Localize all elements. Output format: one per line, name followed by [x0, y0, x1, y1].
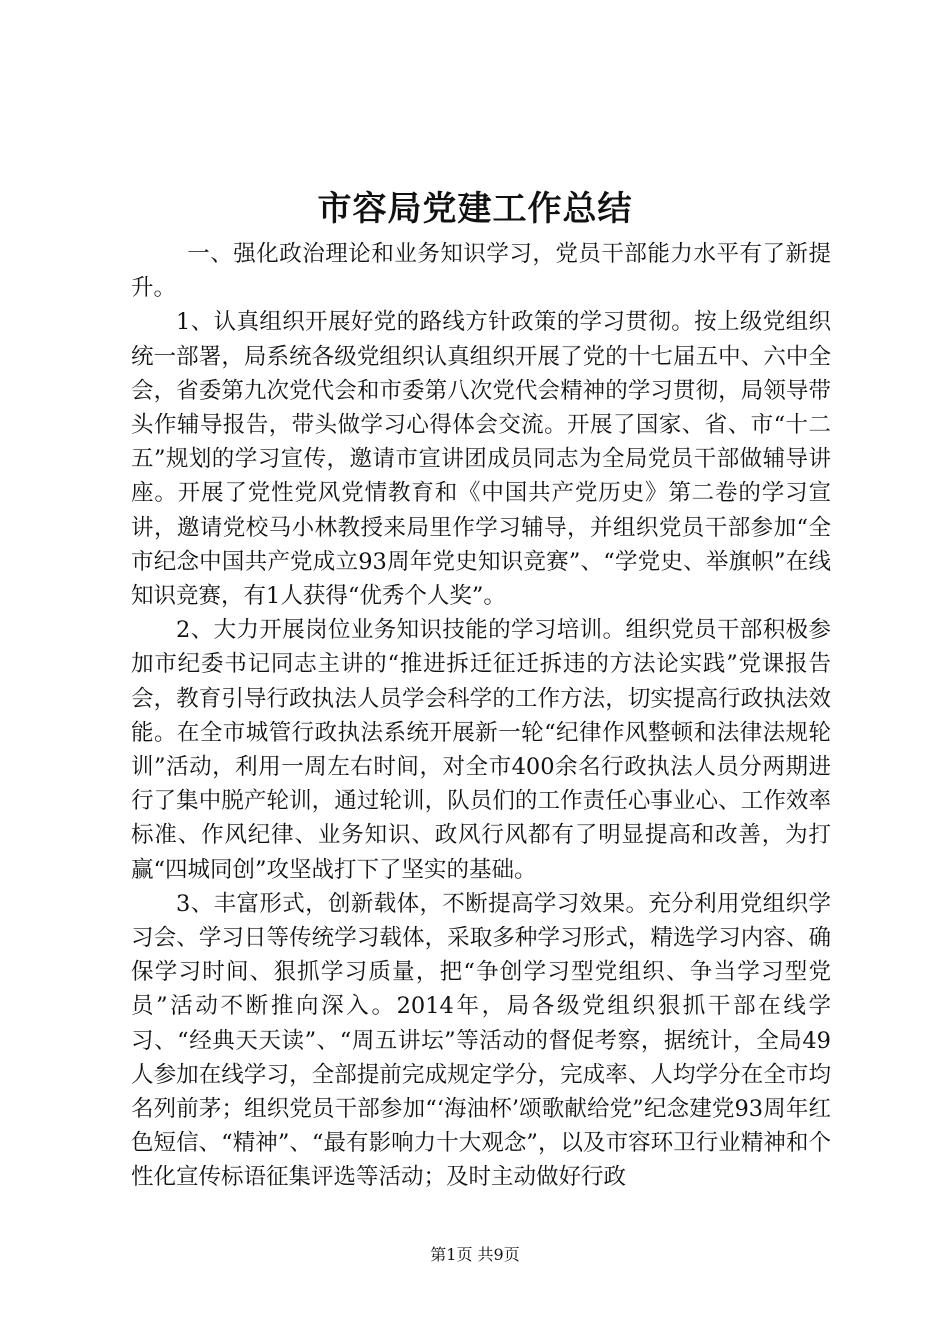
- body-paragraph-3: 3、丰富形式，创新载体，不断提高学习效果。充分利用党组织学习会、学习日等传统学习载体，采取多种学习形式，精选学习内容、确保学习时间、狠抓学习质量，把“争创学习型党组织、争当学习型党员”活动不断推向深入。2014年，局各级党组织狠抓干部在线学习、“经典天天读”、“周五讲坛”等活动的督促考察，据统计，全局49人参加在线学习，全部提前完成规定学分，完成率、人均学分在全市均名列前茅；组织党员干部参加“‘海油杯’颂歌献给党”纪念建党93周年红色短信、“精神”、“最有影响力十大观念”，以及市容环卫行业精神和个性化宣传标语征集评选等活动；及时主动做好行政: [131, 890, 831, 1191]
- body-paragraph-2: 2、大力开展岗位业务知识技能的学习培训。组织党员干部积极参加市纪委书记同志主讲的“推进拆迁征迁拆违的方法论实践”党课报告会，教育引导行政执法人员学会科学的工作方法，切实提高行政执法效能。在全市城管行政执法系统开展新一轮“纪律作风整顿和法律法规轮训”活动，利用一周左右时间，对全市400余名行政执法人员分两期进行了集中脱产轮训，通过轮训，队员们的工作责任心事业心、工作效率标准、作风纪律、业务知识、政风行风都有了明显提高和改善，为打赢“四城同创”攻坚战打下了坚实的基础。: [131, 617, 831, 883]
- page-number-footer: 第1页 共9页: [430, 1245, 520, 1264]
- document-title: 市容局党建工作总结: [317, 189, 633, 229]
- section-heading-paragraph: 一、强化政治理论和业务知识学习，党员干部能力水平有了新提升。: [131, 241, 831, 302]
- body-paragraph-1: 1、认真组织开展好党的路线方针政策的学习贯彻。按上级党组织统一部署，局系统各级党组织认真组织开展了党的十七届五中、六中全会，省委第九次党代会和市委第八次党代会精神的学习贯彻，局领导带头作辅导报告，带头做学习心得体会交流。开展了国家、省、市“十二五”规划的学习宣传，邀请市宣讲团成员同志为全局党员干部做辅导讲座。开展了党性党风党情教育和《中国共产党历史》第二卷的学习宣讲，邀请党校马小林教授来局里作学习辅导，并组织党员干部参加“全市纪念中国共产党成立93周年党史知识竞赛”、“学党史、举旗帜”在线知识竞赛，有1人获得“优秀个人奖”。: [131, 309, 831, 610]
- document-body: [131, 237, 831, 1195]
